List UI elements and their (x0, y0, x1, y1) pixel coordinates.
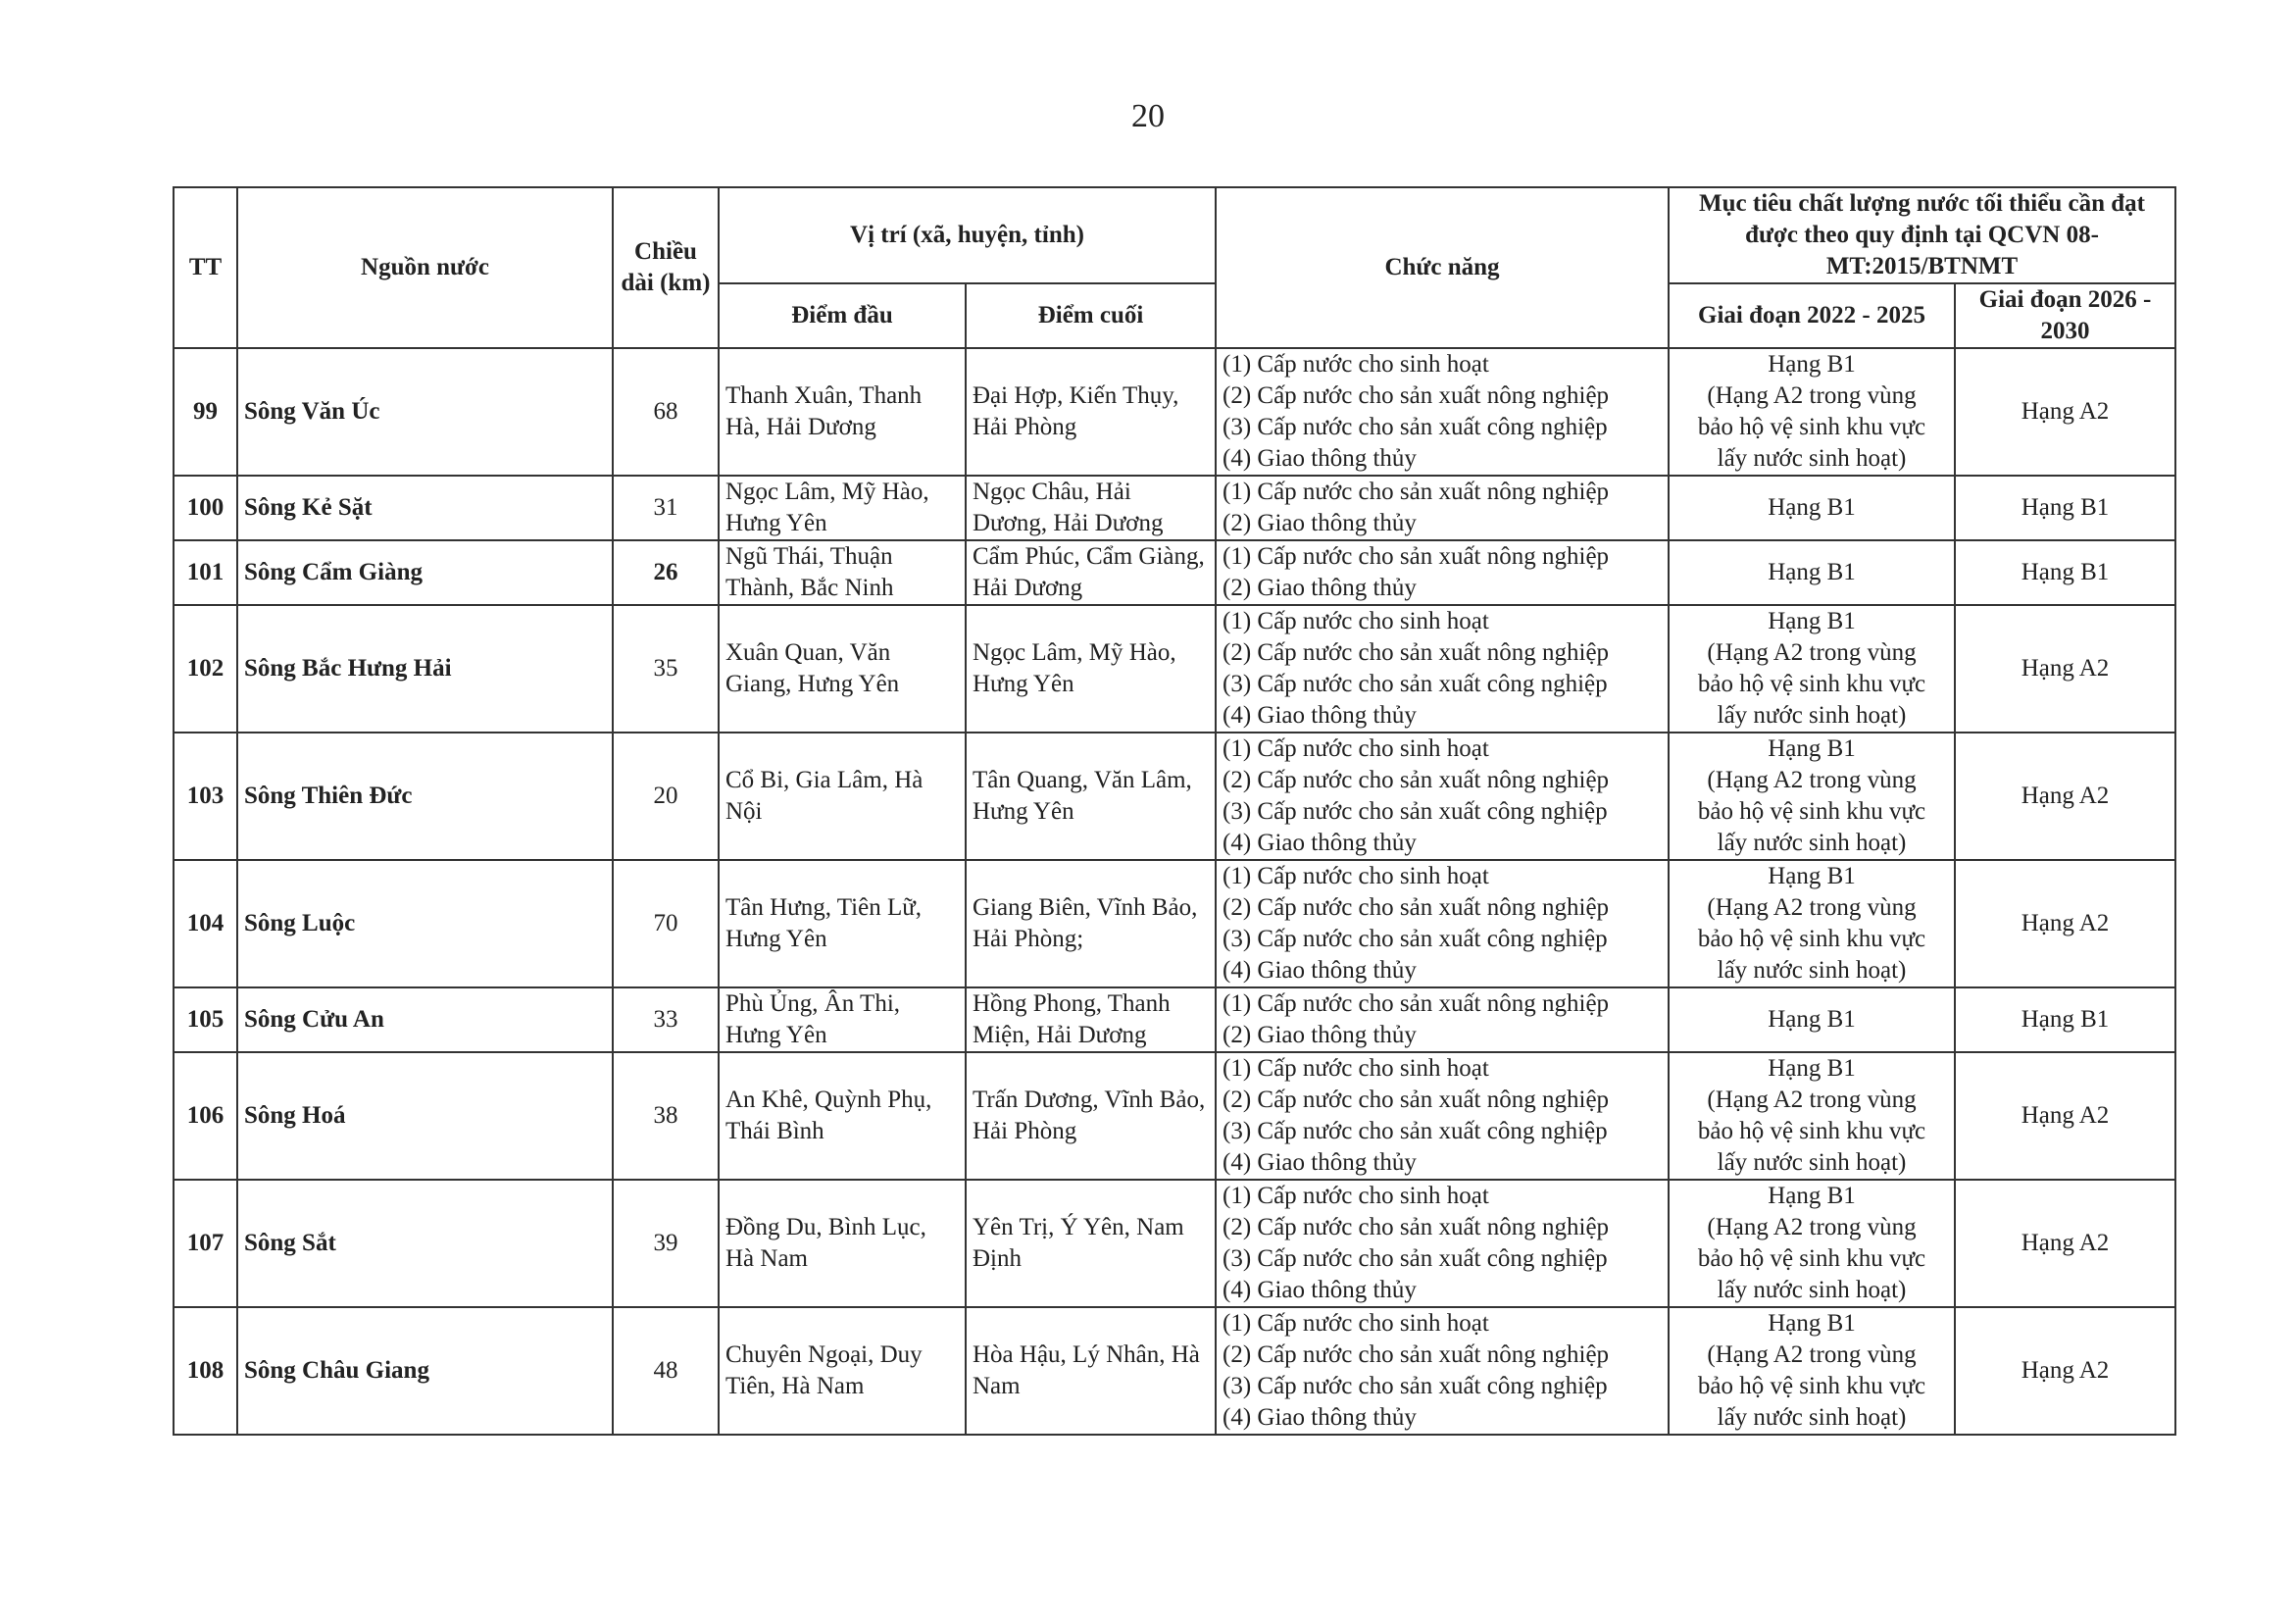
row-functions (1216, 348, 1669, 476)
header-start-point: Điểm đầu (719, 283, 966, 348)
function-line: (3) Cấp nước cho sản xuất công nghiệp (1223, 1118, 1608, 1144)
header-source: Nguồn nước (237, 187, 613, 348)
row-phase1-grade (1669, 1180, 1955, 1307)
function-line: (1) Cấp nước cho sinh hoạt (1223, 608, 1489, 634)
function-line: (2) Cấp nước cho sản xuất nông nghiệp (1223, 767, 1610, 793)
row-phase2-grade: Hạng B1 (1955, 540, 2175, 605)
grade-line: bảo hộ vệ sinh khu vực (1697, 1118, 1926, 1144)
function-line: (2) Cấp nước cho sản xuất nông nghiệp (1223, 639, 1610, 666)
function-line: (3) Cấp nước cho sản xuất công nghiệp (1223, 798, 1608, 825)
grade-line: lấy nước sinh hoạt) (1717, 957, 1907, 984)
row-length: 68 (613, 348, 719, 476)
grade-line: Hạng B1 (1768, 494, 1856, 521)
row-end-point: Yên Trị, Ý Yên, Nam Định (966, 1180, 1216, 1307)
row-phase1-grade (1669, 1307, 1955, 1435)
function-line: (1) Cấp nước cho sinh hoạt (1223, 351, 1489, 378)
row-functions (1216, 860, 1669, 987)
water-quality-table (173, 186, 2176, 1436)
row-phase2-grade: Hạng B1 (1955, 476, 2175, 540)
row-length: 38 (613, 1052, 719, 1180)
function-line: (2) Giao thông thủy (1223, 510, 1417, 536)
table-row (174, 476, 2175, 540)
header-target: Mục tiêu chất lượng nước tối thiểu cần đạt được theo quy định tại QCVN 08-MT:2015/BTNMT (1669, 187, 2175, 283)
grade-line: Hạng B1 (1768, 1055, 1856, 1082)
grade-line: bảo hộ vệ sinh khu vực (1697, 1245, 1926, 1272)
row-length: 26 (613, 540, 719, 605)
row-start-point: Thanh Xuân, Thanh Hà, Hải Dương (719, 348, 966, 476)
grade-line: Hạng B1 (1768, 735, 1856, 762)
header-phase2: Giai đoạn 2026 - 2030 (1955, 283, 2175, 348)
row-phase2-grade: Hạng A2 (1955, 733, 2175, 860)
row-length: 39 (613, 1180, 719, 1307)
row-start-point: Tân Hưng, Tiên Lữ, Hưng Yên (719, 860, 966, 987)
grade-line: lấy nước sinh hoạt) (1717, 1404, 1907, 1431)
grade-line: bảo hộ vệ sinh khu vực (1697, 926, 1926, 952)
table-row (174, 348, 2175, 476)
row-length: 70 (613, 860, 719, 987)
row-phase2-grade: Hạng A2 (1955, 1180, 2175, 1307)
row-start-point: Ngũ Thái, Thuận Thành, Bắc Ninh (719, 540, 966, 605)
grade-line: (Hạng A2 trong vùng (1707, 1341, 1917, 1368)
grade-line: (Hạng A2 trong vùng (1707, 1214, 1917, 1240)
table-row (174, 1052, 2175, 1180)
header-tt: TT (174, 187, 237, 348)
function-line: (2) Giao thông thủy (1223, 1022, 1417, 1048)
row-phase1-grade (1669, 348, 1955, 476)
function-line: (1) Cấp nước cho sinh hoạt (1223, 1183, 1489, 1209)
row-tt: 108 (174, 1307, 237, 1435)
function-line: (3) Cấp nước cho sản xuất công nghiệp (1223, 671, 1608, 697)
row-end-point: Giang Biên, Vĩnh Bảo, Hải Phòng; (966, 860, 1216, 987)
grade-line: Hạng B1 (1768, 351, 1856, 378)
function-line: (1) Cấp nước cho sản xuất nông nghiệp (1223, 479, 1610, 505)
function-line: (3) Cấp nước cho sản xuất công nghiệp (1223, 926, 1608, 952)
header-function: Chức năng (1216, 187, 1669, 348)
function-line: (4) Giao thông thủy (1223, 1149, 1417, 1176)
table-row (174, 540, 2175, 605)
function-line: (2) Cấp nước cho sản xuất nông nghiệp (1223, 1214, 1610, 1240)
row-phase2-grade: Hạng A2 (1955, 1052, 2175, 1180)
row-end-point: Cẩm Phúc, Cẩm Giàng, Hải Dương (966, 540, 1216, 605)
row-functions (1216, 733, 1669, 860)
row-length: 33 (613, 987, 719, 1052)
row-functions (1216, 540, 1669, 605)
row-phase2-grade: Hạng A2 (1955, 860, 2175, 987)
function-line: (4) Giao thông thủy (1223, 445, 1417, 472)
table-body (174, 348, 2175, 1435)
grade-line: (Hạng A2 trong vùng (1707, 382, 1917, 409)
row-phase2-grade: Hạng A2 (1955, 605, 2175, 733)
row-tt: 105 (174, 987, 237, 1052)
header-length: Chiều dài (km) (613, 187, 719, 348)
grade-line: Hạng B1 (1768, 1006, 1856, 1033)
row-phase2-grade: Hạng B1 (1955, 987, 2175, 1052)
header-phase1: Giai đoạn 2022 - 2025 (1669, 283, 1955, 348)
row-end-point: Hòa Hậu, Lý Nhân, Hà Nam (966, 1307, 1216, 1435)
function-line: (2) Cấp nước cho sản xuất nông nghiệp (1223, 1341, 1610, 1368)
row-end-point: Trấn Dương, Vĩnh Bảo, Hải Phòng (966, 1052, 1216, 1180)
row-end-point: Đại Hợp, Kiến Thụy, Hải Phòng (966, 348, 1216, 476)
grade-line: (Hạng A2 trong vùng (1707, 639, 1917, 666)
function-line: (3) Cấp nước cho sản xuất công nghiệp (1223, 414, 1608, 440)
grade-line: (Hạng A2 trong vùng (1707, 767, 1917, 793)
table-row (174, 605, 2175, 733)
function-line: (1) Cấp nước cho sinh hoạt (1223, 863, 1489, 889)
row-phase1-grade (1669, 540, 1955, 605)
row-start-point: Đồng Du, Bình Lục, Hà Nam (719, 1180, 966, 1307)
grade-line: Hạng B1 (1768, 863, 1856, 889)
row-phase2-grade: Hạng A2 (1955, 1307, 2175, 1435)
header-location: Vị trí (xã, huyện, tỉnh) (719, 187, 1216, 283)
function-line: (1) Cấp nước cho sản xuất nông nghiệp (1223, 543, 1610, 570)
row-start-point: Cổ Bi, Gia Lâm, Hà Nội (719, 733, 966, 860)
row-tt: 103 (174, 733, 237, 860)
grade-line: (Hạng A2 trong vùng (1707, 1087, 1917, 1113)
function-line: (1) Cấp nước cho sinh hoạt (1223, 1055, 1489, 1082)
function-line: (3) Cấp nước cho sản xuất công nghiệp (1223, 1245, 1608, 1272)
grade-line: Hạng B1 (1768, 1183, 1856, 1209)
grade-line: bảo hộ vệ sinh khu vực (1697, 1373, 1926, 1399)
table-row (174, 1180, 2175, 1307)
function-line: (4) Giao thông thủy (1223, 1277, 1417, 1303)
grade-line: bảo hộ vệ sinh khu vực (1697, 798, 1926, 825)
row-functions (1216, 987, 1669, 1052)
row-start-point: Chuyên Ngoại, Duy Tiên, Hà Nam (719, 1307, 966, 1435)
grade-line: lấy nước sinh hoạt) (1717, 702, 1907, 729)
row-tt: 107 (174, 1180, 237, 1307)
row-phase1-grade (1669, 987, 1955, 1052)
row-source-name: Sông Bắc Hưng Hải (237, 605, 613, 733)
function-line: (4) Giao thông thủy (1223, 830, 1417, 856)
function-line: (1) Cấp nước cho sản xuất nông nghiệp (1223, 990, 1610, 1017)
function-line: (1) Cấp nước cho sinh hoạt (1223, 735, 1489, 762)
row-source-name: Sông Kẻ Sặt (237, 476, 613, 540)
row-tt: 106 (174, 1052, 237, 1180)
grade-line: (Hạng A2 trong vùng (1707, 894, 1917, 921)
table-row (174, 1307, 2175, 1435)
function-line: (3) Cấp nước cho sản xuất công nghiệp (1223, 1373, 1608, 1399)
row-phase1-grade (1669, 1052, 1955, 1180)
row-length: 35 (613, 605, 719, 733)
row-functions (1216, 605, 1669, 733)
function-line: (1) Cấp nước cho sinh hoạt (1223, 1310, 1489, 1337)
grade-line: Hạng B1 (1768, 1310, 1856, 1337)
grade-line: lấy nước sinh hoạt) (1717, 1149, 1907, 1176)
row-phase1-grade (1669, 476, 1955, 540)
row-phase1-grade (1669, 733, 1955, 860)
row-start-point: Ngọc Lâm, Mỹ Hào, Hưng Yên (719, 476, 966, 540)
table-row (174, 987, 2175, 1052)
row-tt: 100 (174, 476, 237, 540)
row-end-point: Hồng Phong, Thanh Miện, Hải Dương (966, 987, 1216, 1052)
row-tt: 101 (174, 540, 237, 605)
grade-line: bảo hộ vệ sinh khu vực (1697, 671, 1926, 697)
row-source-name: Sông Cửu An (237, 987, 613, 1052)
row-tt: 102 (174, 605, 237, 733)
row-end-point: Ngọc Lâm, Mỹ Hào, Hưng Yên (966, 605, 1216, 733)
function-line: (2) Giao thông thủy (1223, 575, 1417, 601)
row-source-name: Sông Luộc (237, 860, 613, 987)
row-source-name: Sông Văn Úc (237, 348, 613, 476)
row-source-name: Sông Hoá (237, 1052, 613, 1180)
row-start-point: An Khê, Quỳnh Phụ, Thái Bình (719, 1052, 966, 1180)
grade-line: lấy nước sinh hoạt) (1717, 1277, 1907, 1303)
row-start-point: Phù Ủng, Ân Thi, Hưng Yên (719, 987, 966, 1052)
grade-line: Hạng B1 (1768, 608, 1856, 634)
function-line: (2) Cấp nước cho sản xuất nông nghiệp (1223, 382, 1610, 409)
row-end-point: Tân Quang, Văn Lâm, Hưng Yên (966, 733, 1216, 860)
function-line: (2) Cấp nước cho sản xuất nông nghiệp (1223, 894, 1610, 921)
row-phase1-grade (1669, 605, 1955, 733)
row-start-point: Xuân Quan, Văn Giang, Hưng Yên (719, 605, 966, 733)
row-functions (1216, 1180, 1669, 1307)
row-length: 20 (613, 733, 719, 860)
row-tt: 104 (174, 860, 237, 987)
header-end-point: Điểm cuối (966, 283, 1216, 348)
row-length: 31 (613, 476, 719, 540)
row-end-point: Ngọc Châu, Hải Dương, Hải Dương (966, 476, 1216, 540)
grade-line: bảo hộ vệ sinh khu vực (1697, 414, 1926, 440)
grade-line: Hạng B1 (1768, 559, 1856, 585)
row-functions (1216, 1052, 1669, 1180)
row-functions (1216, 1307, 1669, 1435)
row-source-name: Sông Thiên Đức (237, 733, 613, 860)
function-line: (4) Giao thông thủy (1223, 957, 1417, 984)
row-source-name: Sông Châu Giang (237, 1307, 613, 1435)
grade-line: lấy nước sinh hoạt) (1717, 445, 1907, 472)
page-number: 20 (1131, 98, 1165, 134)
function-line: (2) Cấp nước cho sản xuất nông nghiệp (1223, 1087, 1610, 1113)
function-line: (4) Giao thông thủy (1223, 702, 1417, 729)
row-length: 48 (613, 1307, 719, 1435)
function-line: (4) Giao thông thủy (1223, 1404, 1417, 1431)
row-tt: 99 (174, 348, 237, 476)
row-source-name: Sông Cẩm Giàng (237, 540, 613, 605)
row-functions (1216, 476, 1669, 540)
row-phase1-grade (1669, 860, 1955, 987)
grade-line: lấy nước sinh hoạt) (1717, 830, 1907, 856)
row-phase2-grade: Hạng A2 (1955, 348, 2175, 476)
table-row (174, 860, 2175, 987)
row-source-name: Sông Sắt (237, 1180, 613, 1307)
table-row (174, 733, 2175, 860)
